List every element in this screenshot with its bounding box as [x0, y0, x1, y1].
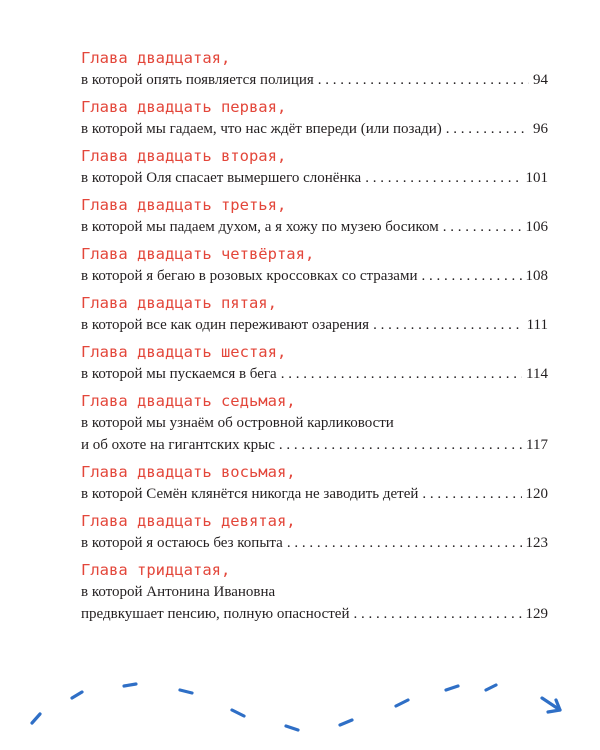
description-text: и об охоте на гигантских крыс [81, 437, 275, 453]
path-dash [232, 710, 244, 716]
description-text: в которой мы гадаем, что нас ждёт впереди (или позади) [81, 121, 442, 137]
dot-leader [365, 167, 521, 189]
chapter-description [81, 314, 548, 336]
chapter-description [81, 216, 548, 238]
arrow-right-icon [542, 698, 560, 712]
chapter-description [81, 167, 548, 189]
toc-entry [81, 97, 548, 140]
dashed-path-decoration [0, 660, 600, 750]
page-number: 120 [525, 486, 548, 502]
chapter-title: Глава двадцать восьмая, [81, 463, 296, 481]
dot-leader [287, 532, 522, 554]
description-text: в которой я бегаю в розовых кроссовках со стразами [81, 268, 418, 284]
chapter-title: Глава двадцать седьмая, [81, 392, 296, 410]
table-of-contents [81, 48, 548, 625]
dot-leader [422, 483, 521, 505]
description-text: в которой мы пускаемся в бега [81, 366, 277, 382]
chapter-description [81, 363, 548, 385]
page-number: 94 [533, 72, 548, 88]
chapter-description [81, 483, 548, 505]
chapter-title: Глава двадцать шестая, [81, 343, 287, 361]
description-text: в которой мы падаем духом, а я хожу по музею босиком [81, 219, 439, 235]
toc-entry [81, 293, 548, 336]
dot-leader [373, 314, 523, 336]
path-dash [286, 726, 298, 730]
toc-entry [81, 560, 548, 625]
page-number: 111 [526, 317, 548, 333]
dot-leader [446, 118, 529, 140]
path-dash [72, 692, 82, 698]
path-dash [32, 714, 40, 723]
dot-leader [354, 603, 522, 625]
description-text: в которой я остаюсь без копыта [81, 535, 283, 551]
chapter-title: Глава двадцать четвёртая, [81, 245, 315, 263]
chapter-title: Глава тридцатая, [81, 561, 231, 579]
chapter-title: Глава двадцать девятая, [81, 512, 296, 530]
path-dash [124, 684, 136, 686]
toc-entry [81, 244, 548, 287]
path-dash [486, 685, 496, 690]
chapter-description [81, 69, 548, 91]
chapter-title: Глава двадцатая, [81, 49, 231, 67]
path-dash [446, 686, 458, 690]
dot-leader [421, 265, 521, 287]
toc-entry [81, 146, 548, 189]
toc-entry [81, 391, 548, 456]
page-number: 123 [525, 535, 548, 551]
chapter-description [81, 532, 548, 554]
chapter-description [81, 603, 548, 625]
toc-entry [81, 511, 548, 554]
chapter-description [81, 581, 548, 603]
toc-entry [81, 342, 548, 385]
chapter-title: Глава двадцать пятая, [81, 294, 277, 312]
chapter-description [81, 118, 548, 140]
path-dash [396, 700, 408, 706]
description-text: в которой Антонина Ивановна [81, 584, 276, 600]
chapter-description [81, 265, 548, 287]
toc-entry [81, 48, 548, 91]
dot-leader [318, 69, 529, 91]
toc-entry [81, 462, 548, 505]
page-number: 96 [533, 121, 548, 137]
page-number: 129 [525, 606, 548, 622]
description-text: в которой Семён клянётся никогда не заводить детей [81, 486, 419, 502]
chapter-title: Глава двадцать вторая, [81, 147, 287, 165]
path-dash [180, 690, 192, 693]
description-text: в которой все как один переживают озарения [81, 317, 370, 333]
description-text: в которой мы узнаём об островной карликовости [81, 415, 394, 431]
dot-leader [279, 434, 522, 456]
chapter-title: Глава двадцать третья, [81, 196, 287, 214]
dot-leader [443, 216, 522, 238]
chapter-description [81, 412, 548, 434]
dot-leader [281, 363, 522, 385]
description-text: в которой Оля спасает вымершего слонёнка [81, 170, 362, 186]
chapter-title: Глава двадцать первая, [81, 98, 287, 116]
page-number: 108 [525, 268, 548, 284]
description-text: предвкушает пенсию, полную опасностей [81, 606, 350, 622]
page-number: 106 [525, 219, 548, 235]
chapter-description [81, 434, 548, 456]
page-number: 117 [526, 437, 548, 453]
page-number: 114 [526, 366, 548, 382]
path-dash [340, 720, 352, 725]
description-text: в которой опять появляется полиция [81, 72, 314, 88]
page-number: 101 [525, 170, 548, 186]
toc-entry [81, 195, 548, 238]
